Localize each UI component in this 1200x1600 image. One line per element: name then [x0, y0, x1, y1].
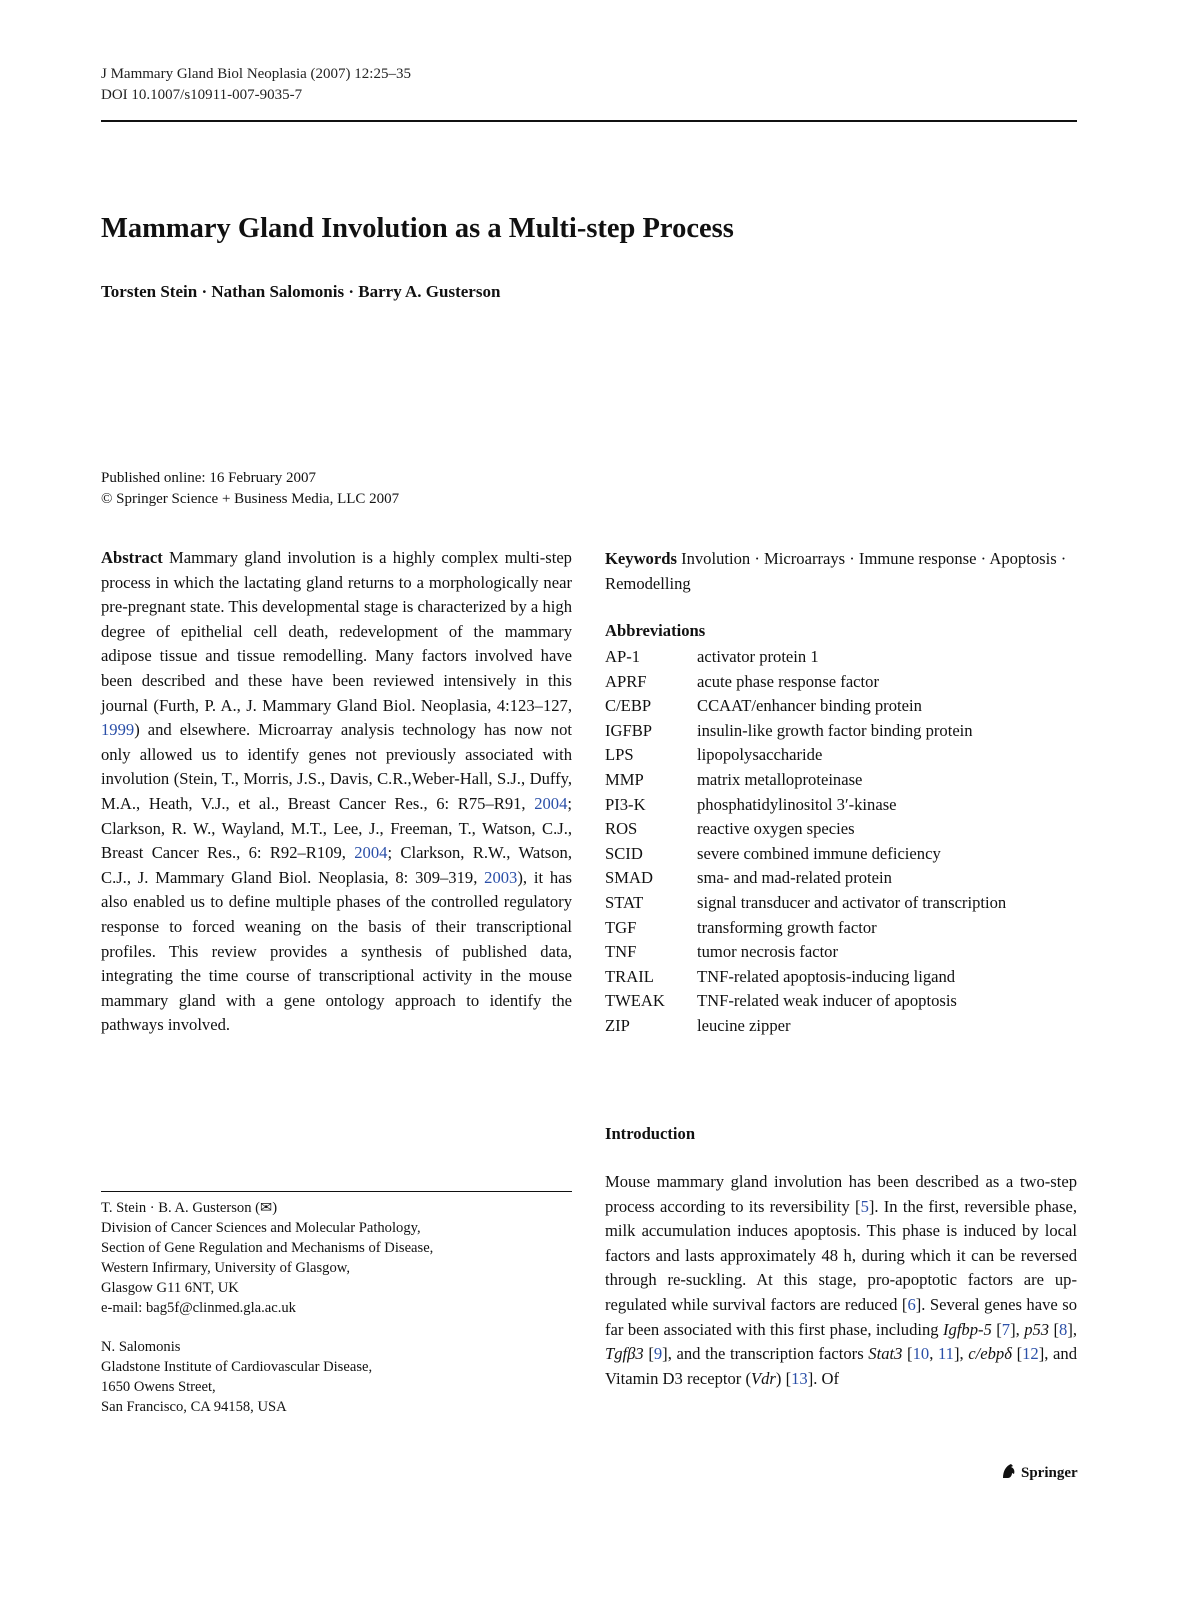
abbreviation-row — [605, 1014, 1077, 1039]
author-list: Torsten Stein · Nathan Salomonis · Barry A. Gusterson — [101, 282, 501, 301]
copyright: © Springer Science + Business Media, LLC 2007 — [101, 491, 400, 507]
abbreviation-term: LPS — [605, 745, 634, 765]
abbreviation-definition: reactive oxygen species — [697, 819, 855, 839]
abbreviation-term: TGF — [605, 917, 637, 937]
abbreviation-definition: insulin-like growth factor binding protein — [697, 720, 973, 740]
abbreviation-definition: signal transducer and activator of transcription — [697, 892, 1007, 912]
abbreviation-row — [605, 817, 1077, 842]
reference-link[interactable]: 6 — [907, 1294, 916, 1314]
email-link[interactable]: e-mail: bag5f@clinmed.gla.ac.uk — [101, 1300, 296, 1316]
affiliation-line: Section of Gene Regulation and Mechanisms of Disease, — [101, 1240, 434, 1256]
paper-title: Mammary Gland Involution as a Multi-step Process — [101, 213, 734, 244]
abstract-text — [101, 546, 572, 1038]
keywords — [605, 546, 1077, 596]
introduction-paragraph — [605, 1170, 1077, 1391]
published-online: Published online: 16 February 2007 — [101, 470, 316, 486]
abbreviation-definition: acute phase response factor — [697, 671, 879, 691]
keywords-label: Keywords — [605, 549, 677, 568]
abbreviation-definition: transforming growth factor — [697, 917, 877, 937]
abbreviation-definition: matrix metalloproteinase — [697, 769, 863, 789]
abbreviation-row — [605, 719, 1077, 744]
abbreviation-term: PI3-K — [605, 794, 646, 814]
abbreviation-row — [605, 743, 1077, 768]
reference-link[interactable]: 12 — [1022, 1344, 1039, 1364]
affiliation-line: Glasgow G11 6NT, UK — [101, 1280, 239, 1296]
abbreviation-definition: TNF-related weak inducer of apoptosis — [697, 991, 957, 1011]
text-run: ], and the transcription factors — [662, 1344, 869, 1364]
affiliation-line: San Francisco, CA 94158, USA — [101, 1399, 287, 1415]
text-run: ], — [1067, 1319, 1077, 1339]
reference-link[interactable]: 8 — [1059, 1319, 1068, 1339]
abstract-part: ), it has also enabled us to define multiple phases of the controlled regulatory response to forced weaning on the basis of their transcriptional profiles. This review provides a synthesis of published data, integrating the time course of transcriptional activity in the mouse mammary gland with a gene ontology approach to identify the pathways involved. — [101, 867, 572, 1035]
gene-name: Stat3 — [868, 1344, 903, 1364]
reference-link[interactable]: 10 — [912, 1344, 930, 1364]
publication-info — [101, 468, 399, 510]
abbreviation-term: TRAIL — [605, 966, 654, 986]
gene-name: c/ebpδ — [968, 1344, 1012, 1364]
text-run: , — [929, 1344, 938, 1364]
abbreviation-term: SCID — [605, 843, 643, 863]
affiliation-line: Division of Cancer Sciences and Molecular Pathology, — [101, 1220, 421, 1236]
abstract — [101, 546, 572, 1038]
text-run: Mouse mammary gland involution has been described as a two-step process according to its reversibility [ — [605, 1172, 1077, 1216]
text-run: ], — [953, 1344, 969, 1364]
abbreviation-term: APRF — [605, 671, 647, 691]
abbreviations-list — [605, 645, 1077, 1039]
citation-link[interactable]: 2003 — [484, 867, 518, 887]
reference-link[interactable]: 9 — [653, 1344, 663, 1364]
abbreviation-row — [605, 965, 1077, 990]
keywords-text: Involution · Microarrays · Immune response · Apoptosis · Remodelling — [605, 549, 1067, 593]
text-run: ]. Of — [807, 1368, 840, 1388]
reference-link[interactable]: 13 — [791, 1368, 808, 1388]
abbreviation-definition: TNF-related apoptosis-inducing ligand — [697, 966, 956, 986]
text-run: [ — [991, 1319, 1002, 1339]
citation-link[interactable]: 2004 — [534, 793, 568, 813]
journal-citation: J Mammary Gland Biol Neoplasia (2007) 12:25–35 — [101, 66, 411, 82]
text-run: [ — [643, 1344, 654, 1364]
introduction-body — [605, 1170, 1077, 1391]
abbreviation-definition: CCAAT/enhancer binding protein — [697, 696, 922, 716]
affiliation-line: 1650 Owens Street, — [101, 1379, 216, 1395]
abbreviation-definition: tumor necrosis factor — [697, 942, 838, 962]
abstract-part: ) and elsewhere. Microarray analysis technology has now not only allowed us to identify genes not previously associated with involution (Stein, T., Morris, J.S., Davis, C.R.,Weber-Hall, S.J., Duffy, M.A., Heath, V.J., et al., Breast Cancer Res., 6: R75–R91, — [101, 720, 572, 813]
gene-name: Vdr — [751, 1368, 776, 1388]
reference-link[interactable]: 7 — [1001, 1319, 1011, 1339]
abbreviation-definition: sma- and mad-related protein — [697, 868, 892, 888]
abstract-part: Mammary gland involution is a highly complex multi-step process in which the lactating gland returns to a morphologically near pre-pregnant state. This developmental stage is characterized by a high degree of epithelial cell death, redevelopment of the mammary adipose tissue and tissue remodelling. Many factors involved have been described and these have been reviewed intensively in this journal (Furth, P. A., J. Mammary Gland Biol. Neoplasia, 4:123–127, — [101, 548, 572, 715]
abbreviation-row — [605, 842, 1077, 867]
abbreviation-term: TNF — [605, 942, 637, 962]
abbreviation-row — [605, 694, 1077, 719]
abbreviation-row — [605, 768, 1077, 793]
text-run: ) [ — [775, 1368, 792, 1388]
abbreviation-term: ROS — [605, 819, 638, 839]
abbreviation-definition: lipopolysaccharide — [697, 745, 823, 765]
abbreviation-term: C/EBP — [605, 696, 652, 716]
journal-header — [101, 64, 411, 106]
introduction-heading: Introduction — [605, 1124, 696, 1143]
affiliation-line: T. Stein · B. A. Gusterson (✉) — [101, 1200, 278, 1216]
springer-horse-icon — [1000, 1462, 1018, 1480]
abbreviation-row — [605, 989, 1077, 1014]
header-divider — [101, 120, 1077, 122]
abstract-label: Abstract — [101, 548, 163, 567]
abbreviation-term: TWEAK — [605, 991, 665, 1011]
spacer — [101, 1318, 572, 1337]
text-run: ]. In the first, reversible phase, milk accumulation induces apoptosis. This phase is induced by local factors and lasts approximately 48 h, during which it can be reversed through re-suckling. At this stage, pro-apoptotic factors are up-regulated while survival factors are reduced [ — [605, 1196, 1077, 1314]
abbreviation-term: AP-1 — [605, 647, 641, 666]
abstract-part: ; Clarkson, R. W., Wayland, M.T., Lee, J., Freeman, T., Watson, C.J., Breast Cancer Res., 6: R92–R109, — [101, 793, 572, 863]
gene-name: p53 — [1024, 1319, 1050, 1339]
abbreviation-term: ZIP — [605, 1015, 630, 1035]
affiliation-line: Gladstone Institute of Cardiovascular Disease, — [101, 1359, 373, 1375]
text-run: ], and Vitamin D3 receptor ( — [605, 1344, 1077, 1388]
affiliation-line: Western Infirmary, University of Glasgow, — [101, 1260, 351, 1276]
text-run: ]. Several genes have so far been associated with this first phase, including — [605, 1294, 1078, 1339]
abbreviations-heading: Abbreviations — [605, 621, 706, 640]
abbreviation-term: STAT — [605, 892, 644, 912]
affiliation-divider — [101, 1191, 572, 1192]
publisher-name: Springer — [1021, 1465, 1078, 1481]
affiliations — [101, 1198, 572, 1417]
abbreviation-row — [605, 645, 1077, 670]
citation-link[interactable]: 2004 — [354, 843, 388, 863]
affiliation-line: N. Salomonis — [101, 1339, 181, 1355]
abbreviation-row — [605, 866, 1077, 891]
abbreviation-definition: activator protein 1 — [697, 647, 819, 666]
reference-link[interactable]: 5 — [860, 1196, 869, 1216]
abbreviation-row — [605, 916, 1077, 941]
abbreviation-definition: leucine zipper — [697, 1015, 791, 1035]
abbreviation-term: SMAD — [605, 868, 653, 888]
abbreviation-row — [605, 891, 1077, 916]
reference-link[interactable]: 11 — [937, 1344, 954, 1364]
abbreviation-term: IGFBP — [605, 720, 653, 740]
abbreviation-term: MMP — [605, 769, 644, 789]
text-run: ], — [1010, 1319, 1025, 1339]
abbreviation-definition: severe combined immune deficiency — [697, 843, 941, 863]
text-run: [ — [1049, 1319, 1060, 1339]
citation-link[interactable]: 1999 — [101, 720, 135, 740]
abbreviation-definition: phosphatidylinositol 3′-kinase — [697, 794, 897, 814]
abbreviation-row — [605, 793, 1077, 818]
doi[interactable]: DOI 10.1007/s10911-007-9035-7 — [101, 87, 303, 103]
text-run: [ — [902, 1344, 913, 1364]
abstract-part: ; Clarkson, R.W., Watson, C.J., J. Mammary Gland Biol. Neoplasia, 8: 309–319, — [101, 843, 572, 887]
abbreviation-row — [605, 940, 1077, 965]
text-run: [ — [1011, 1344, 1023, 1364]
gene-name: Tgfβ3 — [605, 1344, 644, 1364]
publisher-logo — [1000, 1462, 1078, 1482]
abbreviation-row — [605, 670, 1077, 695]
gene-name: Igfbp-5 — [943, 1319, 992, 1339]
